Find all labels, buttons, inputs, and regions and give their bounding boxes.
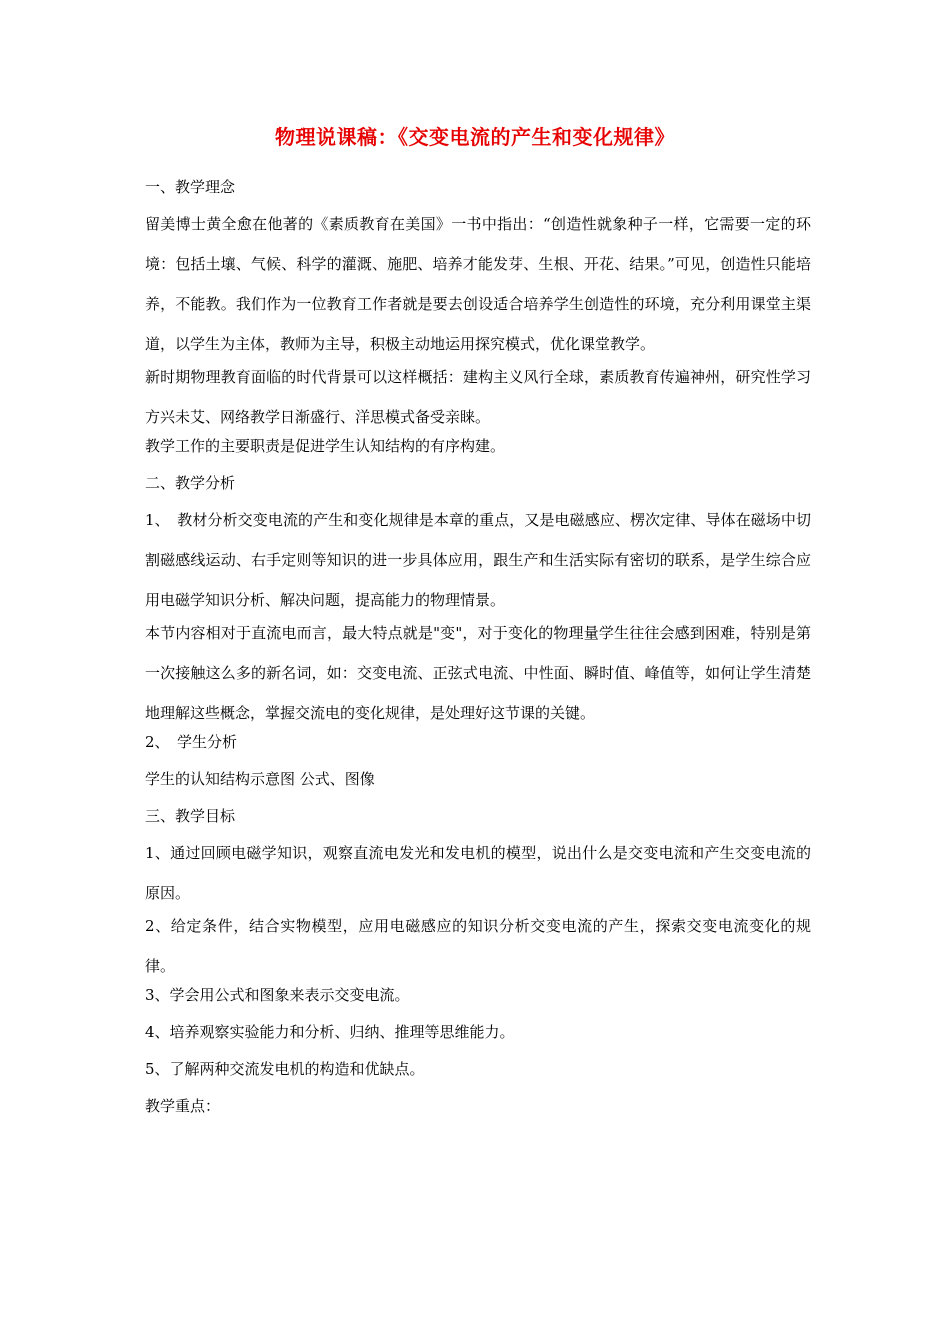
goal-item-2: 2、给定条件，结合实物模型，应用电磁感应的知识分析交变电流的产生，探索交变电流变化的规律。 [145,917,811,975]
section-heading-teaching-philosophy: 一、教学理念 [145,178,236,196]
section-heading-teaching-analysis: 二、教学分析 [145,474,236,492]
section-heading-teaching-goals: 三、教学目标 [145,807,236,825]
paragraph-section-features: 本节内容相对于直流电而言，最大特点就是"变"，对于变化的物理量学生往往会感到困难，特别是第一次接触这么多的新名词，如：交变电流、正弦式电流、中性面、瞬时值、峰值等，如何让学生清楚地理解这些概念，掌握交流电的变化规律，是处理好这节课的关键。 [145,624,811,722]
goal-item-3: 3、学会用公式和图象来表示交变电流。 [145,986,410,1004]
document-body [145,174,811,1130]
goal-item-1: 1、通过回顾电磁学知识，观察直流电发光和发电机的模型，说出什么是交变电流和产生交变电流的原因。 [145,844,811,902]
paragraph-era-background: 新时期物理教育面临的时代背景可以这样概括：建构主义风行全球，素质教育传遍神州，研究性学习方兴未艾、网络教学日渐盛行、洋思模式备受亲睐。 [145,368,811,426]
paragraph-creativity-quote: 留美博士黄全愈在他著的《素质教育在美国》一书中指出：“创造性就象种子一样，它需要一定的环境：包括土壤、气候、科学的灌溉、施肥、培养才能发芽、生根、开花、结果。”可见，创造性只能培养，不能教。我们作为一位教育工作者就是要去创设适合培养学生创造性的环境，充分利用课堂主渠道，以学生为主体，教师为主导，积极主动地运用探究模式，优化课堂教学。 [145,215,811,353]
document-title: 物理说课稿：《交变电流的产生和变化规律》 [275,125,675,149]
goal-item-5: 5、了解两种交流发电机的构造和优缺点。 [145,1060,425,1078]
paragraph-main-duty: 教学工作的主要职责是促进学生认知结构的有序构建。 [145,437,506,455]
subheading-teaching-focus: 教学重点： [145,1097,221,1115]
goal-item-4: 4、培养观察实验能力和分析、归纳、推理等思维能力。 [145,1023,515,1041]
paragraph-cognitive-structure: 学生的认知结构示意图 公式、图像 [145,770,375,788]
paragraph-textbook-analysis: 1、 教材分析交变电流的产生和变化规律是本章的重点，又是电磁感应、楞次定律、导体在磁场中切割磁感线运动、右手定则等知识的进一步具体应用，跟生产和生活实际有密切的联系，是学生综合应用电磁学知识分析、解决问题，提高能力的物理情景。 [145,511,811,609]
subheading-student-analysis: 2、 学生分析 [145,733,238,751]
